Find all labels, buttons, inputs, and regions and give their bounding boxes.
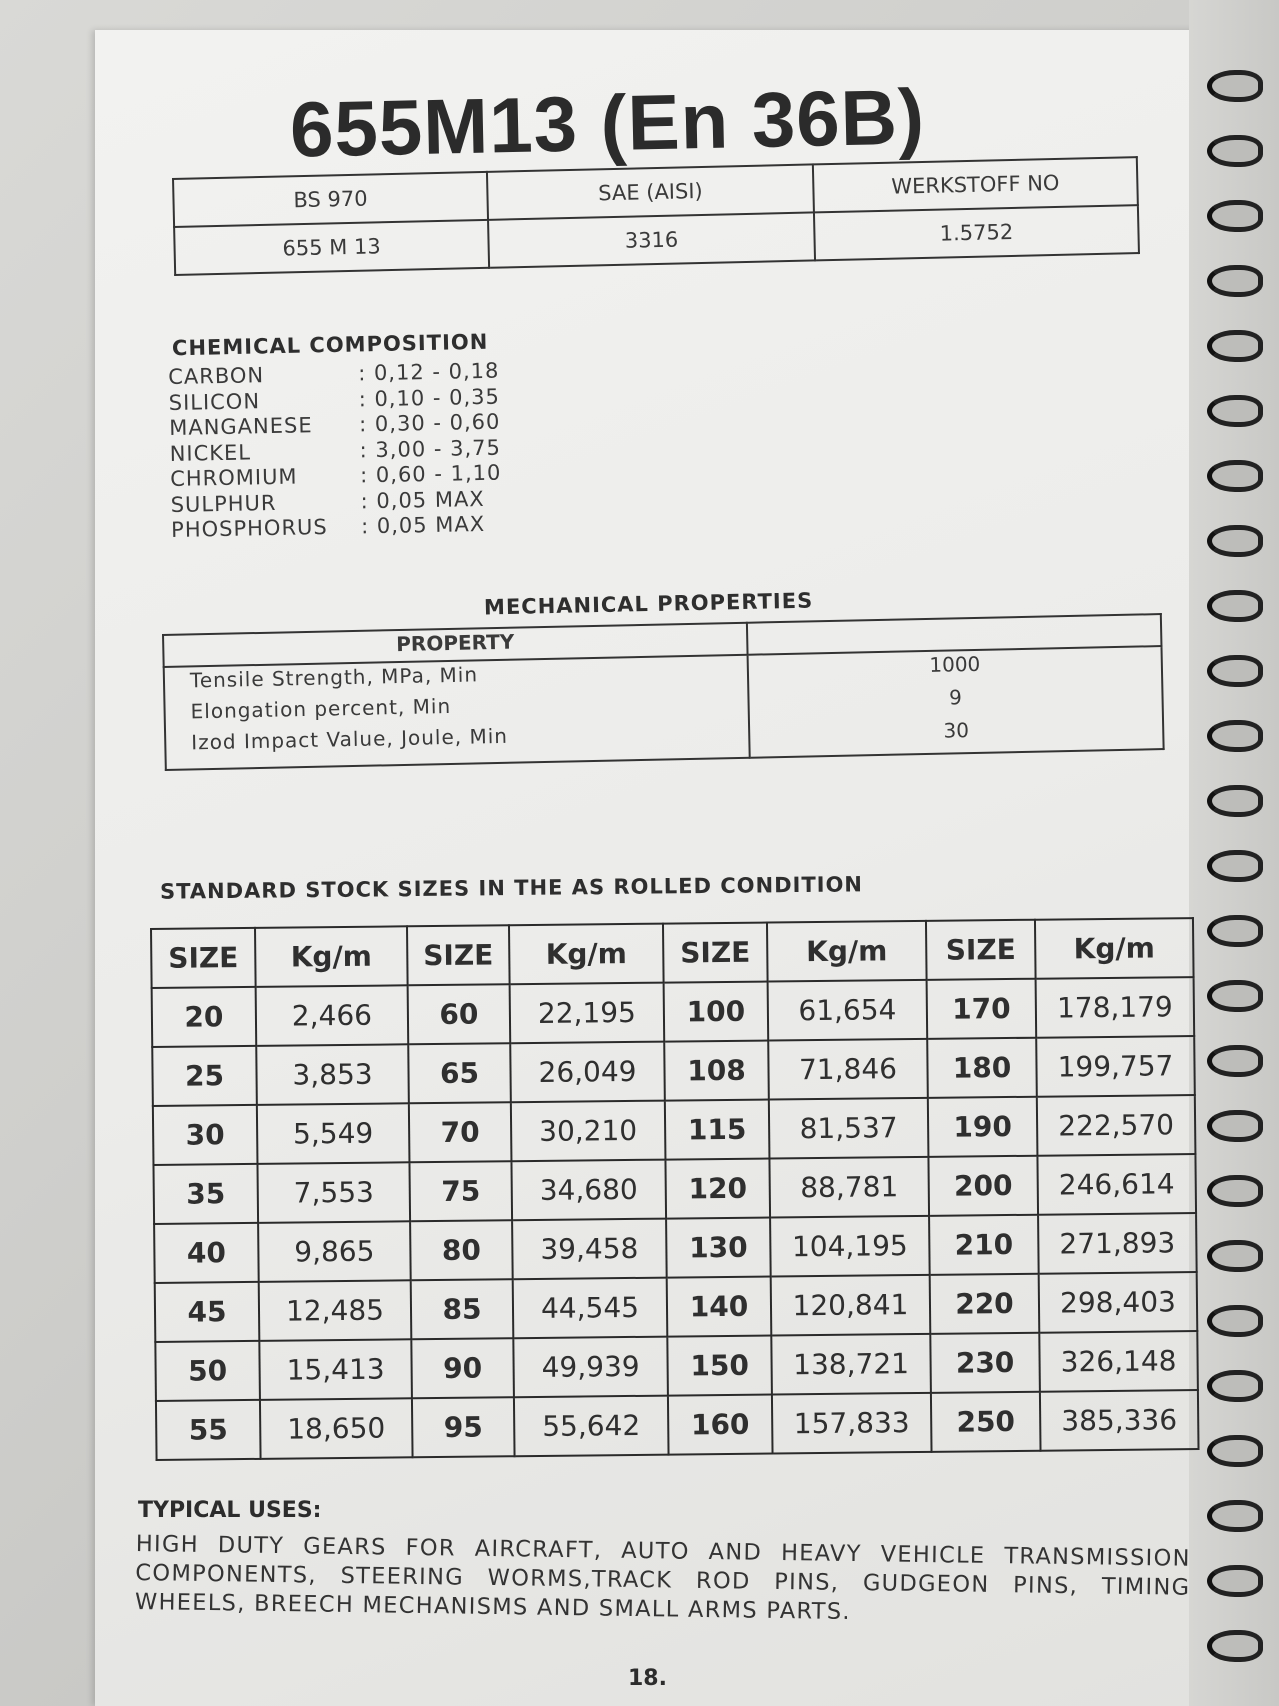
size-cell: 150: [667, 1336, 772, 1396]
size-cell: 85: [411, 1279, 514, 1339]
element-value: : 0,10 - 0,35: [358, 384, 501, 411]
spec-value-cell: 3316: [488, 212, 815, 267]
spiral-binding: [1189, 0, 1279, 1706]
size-cell: 100: [664, 982, 769, 1042]
weight-header: Kg/m: [255, 926, 408, 987]
size-header: SIZE: [151, 928, 256, 988]
spec-value-cell: 1.5752: [814, 205, 1139, 260]
weight-cell: 9,865: [258, 1221, 411, 1282]
binding-ring: [1207, 1175, 1263, 1207]
page-title: 655M13 (En 36B): [289, 72, 926, 174]
size-cell: 95: [412, 1397, 515, 1457]
weight-cell: 271,893: [1038, 1213, 1197, 1274]
stock-sizes-table: [150, 917, 1200, 1461]
mechanical-body-row: [164, 646, 1164, 770]
size-cell: 115: [665, 1100, 770, 1160]
size-cell: 190: [928, 1097, 1038, 1157]
binding-ring: [1207, 1045, 1263, 1077]
weight-cell: 44,545: [513, 1278, 668, 1339]
binding-ring: [1207, 850, 1263, 882]
table-row: [153, 1095, 1196, 1165]
size-cell: 160: [668, 1395, 773, 1455]
table-row: [155, 1331, 1198, 1401]
weight-cell: 12,485: [259, 1280, 412, 1341]
binding-ring: [1207, 980, 1263, 1012]
binding-ring: [1207, 1110, 1263, 1142]
property-value: 1000: [929, 651, 981, 677]
weight-cell: 2,466: [256, 985, 409, 1046]
weight-cell: 34,680: [511, 1160, 666, 1221]
binding-ring: [1207, 1565, 1263, 1597]
property-name: Izod Impact Value, Joule, Min: [191, 723, 509, 755]
binding-ring: [1207, 915, 1263, 947]
element-name: NICKEL: [169, 439, 252, 466]
stock-header-row: [151, 918, 1194, 988]
weight-header: Kg/m: [767, 921, 927, 982]
weight-cell: 81,537: [769, 1098, 929, 1159]
element-value: : 0,30 - 0,60: [358, 409, 501, 437]
binding-ring: [1207, 200, 1263, 232]
uses-heading: TYPICAL USES:: [138, 1498, 322, 1523]
property-column-header: PROPERTY: [163, 623, 748, 667]
mechanical-heading: MECHANICAL PROPERTIES: [483, 588, 814, 620]
size-cell: 200: [928, 1156, 1038, 1216]
property-values-cell: [748, 646, 1164, 758]
weight-cell: 18,650: [260, 1398, 413, 1459]
size-cell: 90: [411, 1338, 514, 1398]
weight-cell: 55,642: [514, 1396, 669, 1457]
weight-cell: 385,336: [1040, 1390, 1199, 1451]
size-cell: 35: [153, 1164, 258, 1224]
size-cell: 108: [664, 1041, 769, 1101]
element-name: SULPHUR: [170, 490, 277, 517]
size-cell: 75: [409, 1161, 512, 1221]
weight-cell: 15,413: [259, 1339, 412, 1400]
property-name: Tensile Strength, MPa, Min: [189, 662, 479, 693]
binding-ring: [1207, 720, 1263, 752]
size-cell: 170: [927, 979, 1037, 1039]
binding-ring: [1207, 330, 1263, 362]
mechanical-table: [162, 613, 1165, 771]
binding-ring: [1207, 460, 1263, 492]
weight-cell: 71,846: [768, 1039, 928, 1100]
weight-cell: 298,403: [1039, 1272, 1198, 1333]
weight-cell: 326,148: [1039, 1331, 1198, 1392]
weight-cell: 22,195: [510, 983, 665, 1044]
size-header: SIZE: [407, 925, 510, 985]
binding-ring: [1207, 525, 1263, 557]
weight-cell: 26,049: [510, 1042, 665, 1103]
size-cell: 25: [152, 1046, 257, 1106]
size-cell: 250: [931, 1392, 1041, 1452]
size-header: SIZE: [663, 923, 768, 983]
binding-ring: [1207, 1305, 1263, 1337]
binding-ring: [1207, 785, 1263, 817]
binding-ring: [1207, 655, 1263, 687]
table-row: [155, 1272, 1198, 1342]
binding-ring: [1207, 70, 1263, 102]
table-row: [152, 1036, 1195, 1106]
element-value: : 0,05 MAX: [360, 486, 485, 513]
chemical-heading: CHEMICAL COMPOSITION: [171, 329, 489, 361]
weight-cell: 3,853: [256, 1044, 409, 1105]
weight-cell: 178,179: [1036, 977, 1195, 1038]
table-row: [153, 1154, 1196, 1224]
weight-cell: 30,210: [511, 1101, 666, 1162]
weight-cell: 120,841: [771, 1275, 931, 1336]
weight-header: Kg/m: [509, 924, 664, 985]
element-name: CARBON: [168, 363, 265, 389]
binding-ring: [1207, 1435, 1263, 1467]
weight-cell: 61,654: [768, 980, 928, 1041]
binding-ring: [1207, 1500, 1263, 1532]
spec-header-cell: BS 970: [173, 172, 488, 227]
binding-ring: [1207, 1630, 1263, 1662]
element-value: : 0,60 - 1,10: [359, 460, 502, 488]
size-cell: 40: [154, 1223, 259, 1283]
property-value: 30: [943, 718, 970, 743]
element-name: MANGANESE: [168, 413, 313, 440]
binding-ring: [1207, 1370, 1263, 1402]
size-cell: 70: [409, 1102, 512, 1162]
size-cell: 140: [667, 1277, 772, 1337]
binding-ring: [1207, 265, 1263, 297]
spec-header-cell: SAE (AISI): [487, 164, 814, 219]
weight-cell: 5,549: [257, 1103, 410, 1164]
table-row: [152, 977, 1195, 1047]
binding-ring: [1207, 395, 1263, 427]
size-cell: 80: [410, 1220, 513, 1280]
stock-heading: STANDARD STOCK SIZES IN THE AS ROLLED CONDITION: [159, 872, 864, 904]
size-cell: 180: [927, 1038, 1037, 1098]
property-name: Elongation percent, Min: [190, 693, 452, 724]
binding-ring: [1207, 590, 1263, 622]
binding-ring: [1207, 1240, 1263, 1272]
weight-cell: 104,195: [770, 1216, 930, 1277]
size-header: SIZE: [926, 920, 1036, 980]
weight-cell: 88,781: [769, 1157, 929, 1218]
weight-cell: 157,833: [772, 1393, 932, 1454]
spec-value-cell: 655 M 13: [174, 220, 489, 275]
binding-ring: [1207, 135, 1263, 167]
weight-cell: 39,458: [512, 1219, 667, 1280]
chemical-list: [168, 359, 503, 544]
size-cell: 60: [408, 984, 511, 1044]
weight-cell: 246,614: [1037, 1154, 1196, 1215]
weight-cell: 49,939: [513, 1337, 668, 1398]
element-value: : 3,00 - 3,75: [359, 435, 502, 462]
element-value: : 0,12 - 0,18: [357, 358, 500, 386]
size-cell: 220: [930, 1274, 1040, 1334]
element-name: PHOSPHORUS: [170, 514, 328, 542]
size-cell: 50: [155, 1341, 260, 1401]
property-value: 9: [948, 685, 963, 710]
weight-header: Kg/m: [1035, 918, 1194, 979]
size-cell: 210: [929, 1215, 1039, 1275]
weight-cell: 138,721: [771, 1334, 931, 1395]
size-cell: 45: [155, 1282, 260, 1342]
size-cell: 30: [153, 1105, 258, 1165]
size-cell: 65: [408, 1043, 511, 1103]
weight-cell: 7,553: [257, 1162, 410, 1223]
weight-cell: 222,570: [1037, 1095, 1196, 1156]
table-row: [156, 1390, 1199, 1460]
element-name: SILICON: [168, 388, 261, 415]
uses-text: HIGH DUTY GEARS FOR AIRCRAFT, AUTO AND HEAVY VEHICLE TRANSMISSION COMPONENTS, STEERING WORMS,TRACK ROD PINS, GUDGEON PINS, TIMING WHEELS, BREECH MECHANISMS AND SMALL ARMS PARTS.: [134, 1530, 1191, 1625]
size-cell: 120: [665, 1159, 770, 1219]
size-cell: 20: [152, 987, 257, 1047]
element-value: : 0,05 MAX: [360, 511, 486, 539]
size-cell: 55: [156, 1400, 261, 1460]
size-cell: 230: [930, 1333, 1040, 1393]
element-name: CHROMIUM: [169, 464, 298, 491]
table-row: [154, 1213, 1197, 1283]
page-number: 18.: [628, 1666, 667, 1691]
size-cell: 130: [666, 1218, 771, 1278]
spec-header-cell: WERKSTOFF NO: [813, 157, 1138, 212]
property-names-cell: [164, 655, 750, 770]
weight-cell: 199,757: [1036, 1036, 1195, 1097]
